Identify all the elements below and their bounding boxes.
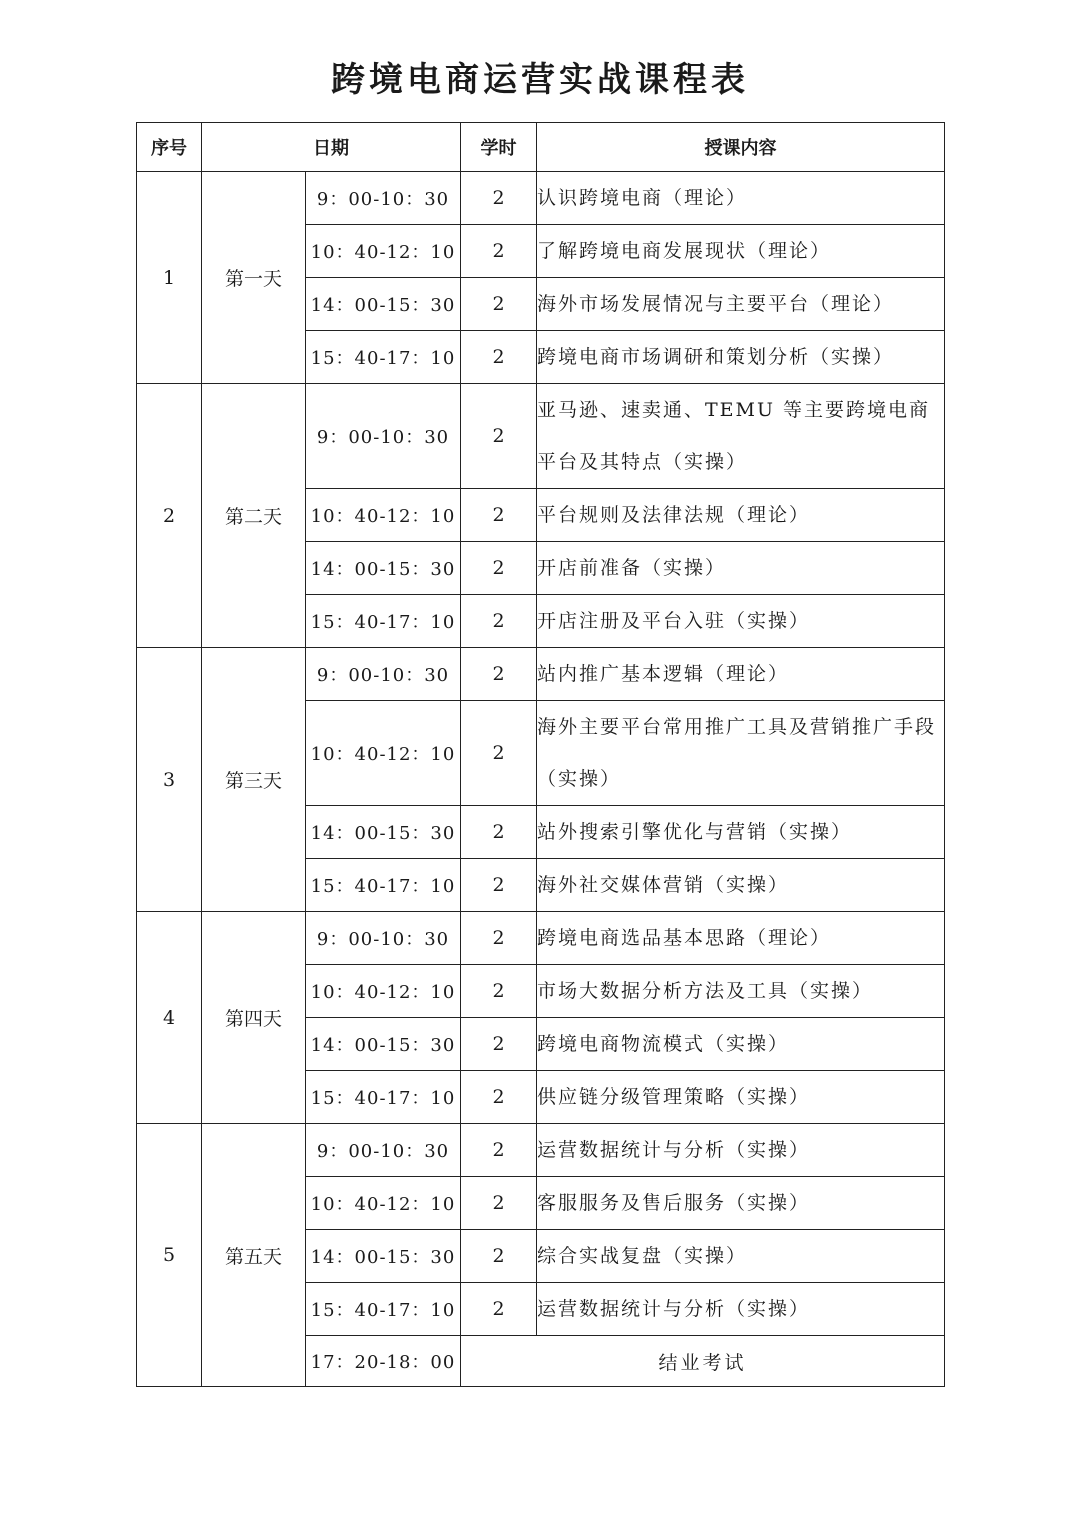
session-hours: 2 xyxy=(461,384,537,489)
session-content: 供应链分级管理策略（实操） xyxy=(537,1071,945,1124)
session-content: 海外社交媒体营销（实操） xyxy=(537,859,945,912)
session-hours: 2 xyxy=(461,859,537,912)
header-content: 授课内容 xyxy=(537,123,945,172)
session-hours: 2 xyxy=(461,1177,537,1230)
day-label: 第四天 xyxy=(202,912,306,1124)
day-index: 3 xyxy=(137,648,202,912)
session-content: 站内推广基本逻辑（理论） xyxy=(537,648,945,701)
session-time: 9：00-10：30 xyxy=(306,648,461,701)
session-time: 10：40-12：10 xyxy=(306,701,461,806)
session-content: 海外主要平台常用推广工具及营销推广手段（实操） xyxy=(537,701,945,806)
session-content: 市场大数据分析方法及工具（实操） xyxy=(537,965,945,1018)
table-row xyxy=(137,1124,945,1177)
session-content: 客服服务及售后服务（实操） xyxy=(537,1177,945,1230)
day-label: 第二天 xyxy=(202,384,306,648)
header-index: 序号 xyxy=(137,123,202,172)
header-date: 日期 xyxy=(202,123,461,172)
session-time: 9：00-10：30 xyxy=(306,384,461,489)
day-index: 2 xyxy=(137,384,202,648)
table-header-row xyxy=(137,123,945,172)
session-hours: 2 xyxy=(461,1124,537,1177)
session-time: 14：00-15：30 xyxy=(306,1018,461,1071)
session-content: 海外市场发展情况与主要平台（理论） xyxy=(537,278,945,331)
exam-time: 17：20-18：00 xyxy=(306,1336,461,1387)
session-time: 15：40-17：10 xyxy=(306,1071,461,1124)
session-time: 9：00-10：30 xyxy=(306,172,461,225)
session-hours: 2 xyxy=(461,172,537,225)
session-hours: 2 xyxy=(461,701,537,806)
session-time: 14：00-15：30 xyxy=(306,278,461,331)
session-content: 开店前准备（实操） xyxy=(537,542,945,595)
session-hours: 2 xyxy=(461,595,537,648)
session-hours: 2 xyxy=(461,648,537,701)
table-row xyxy=(137,172,945,225)
session-time: 15：40-17：10 xyxy=(306,595,461,648)
day-index: 1 xyxy=(137,172,202,384)
session-hours: 2 xyxy=(461,278,537,331)
session-hours: 2 xyxy=(461,1018,537,1071)
session-content: 跨境电商选品基本思路（理论） xyxy=(537,912,945,965)
session-time: 9：00-10：30 xyxy=(306,1124,461,1177)
session-hours: 2 xyxy=(461,225,537,278)
session-content: 跨境电商市场调研和策划分析（实操） xyxy=(537,331,945,384)
day-label: 第三天 xyxy=(202,648,306,912)
day-index: 5 xyxy=(137,1124,202,1387)
session-time: 10：40-12：10 xyxy=(306,225,461,278)
session-time: 14：00-15：30 xyxy=(306,542,461,595)
session-content: 了解跨境电商发展现状（理论） xyxy=(537,225,945,278)
session-time: 10：40-12：10 xyxy=(306,489,461,542)
session-hours: 2 xyxy=(461,489,537,542)
session-time: 9：00-10：30 xyxy=(306,912,461,965)
course-schedule-table xyxy=(136,122,945,1387)
session-hours: 2 xyxy=(461,1071,537,1124)
table-row xyxy=(137,648,945,701)
page-title: 跨境电商运营实战课程表 xyxy=(331,60,749,100)
session-time: 10：40-12：10 xyxy=(306,1177,461,1230)
day-label: 第五天 xyxy=(202,1124,306,1387)
session-time: 15：40-17：10 xyxy=(306,331,461,384)
session-time: 14：00-15：30 xyxy=(306,806,461,859)
session-content: 运营数据统计与分析（实操） xyxy=(537,1124,945,1177)
exam-label: 结业考试 xyxy=(461,1336,945,1387)
day-index: 4 xyxy=(137,912,202,1124)
session-content: 开店注册及平台入驻（实操） xyxy=(537,595,945,648)
session-hours: 2 xyxy=(461,1230,537,1283)
session-content: 跨境电商物流模式（实操） xyxy=(537,1018,945,1071)
session-hours: 2 xyxy=(461,912,537,965)
session-time: 10：40-12：10 xyxy=(306,965,461,1018)
session-hours: 2 xyxy=(461,806,537,859)
session-time: 14：00-15：30 xyxy=(306,1230,461,1283)
session-content: 综合实战复盘（实操） xyxy=(537,1230,945,1283)
session-hours: 2 xyxy=(461,331,537,384)
session-content: 运营数据统计与分析（实操） xyxy=(537,1283,945,1336)
table-row xyxy=(137,912,945,965)
session-hours: 2 xyxy=(461,1283,537,1336)
header-hours: 学时 xyxy=(461,123,537,172)
session-content: 认识跨境电商（理论） xyxy=(537,172,945,225)
session-content: 亚马逊、速卖通、TEMU 等主要跨境电商平台及其特点（实操） xyxy=(537,384,945,489)
session-time: 15：40-17：10 xyxy=(306,859,461,912)
session-content: 站外搜索引擎优化与营销（实操） xyxy=(537,806,945,859)
session-hours: 2 xyxy=(461,542,537,595)
session-content: 平台规则及法律法规（理论） xyxy=(537,489,945,542)
table-row xyxy=(137,384,945,489)
session-hours: 2 xyxy=(461,965,537,1018)
session-time: 15：40-17：10 xyxy=(306,1283,461,1336)
day-label: 第一天 xyxy=(202,172,306,384)
